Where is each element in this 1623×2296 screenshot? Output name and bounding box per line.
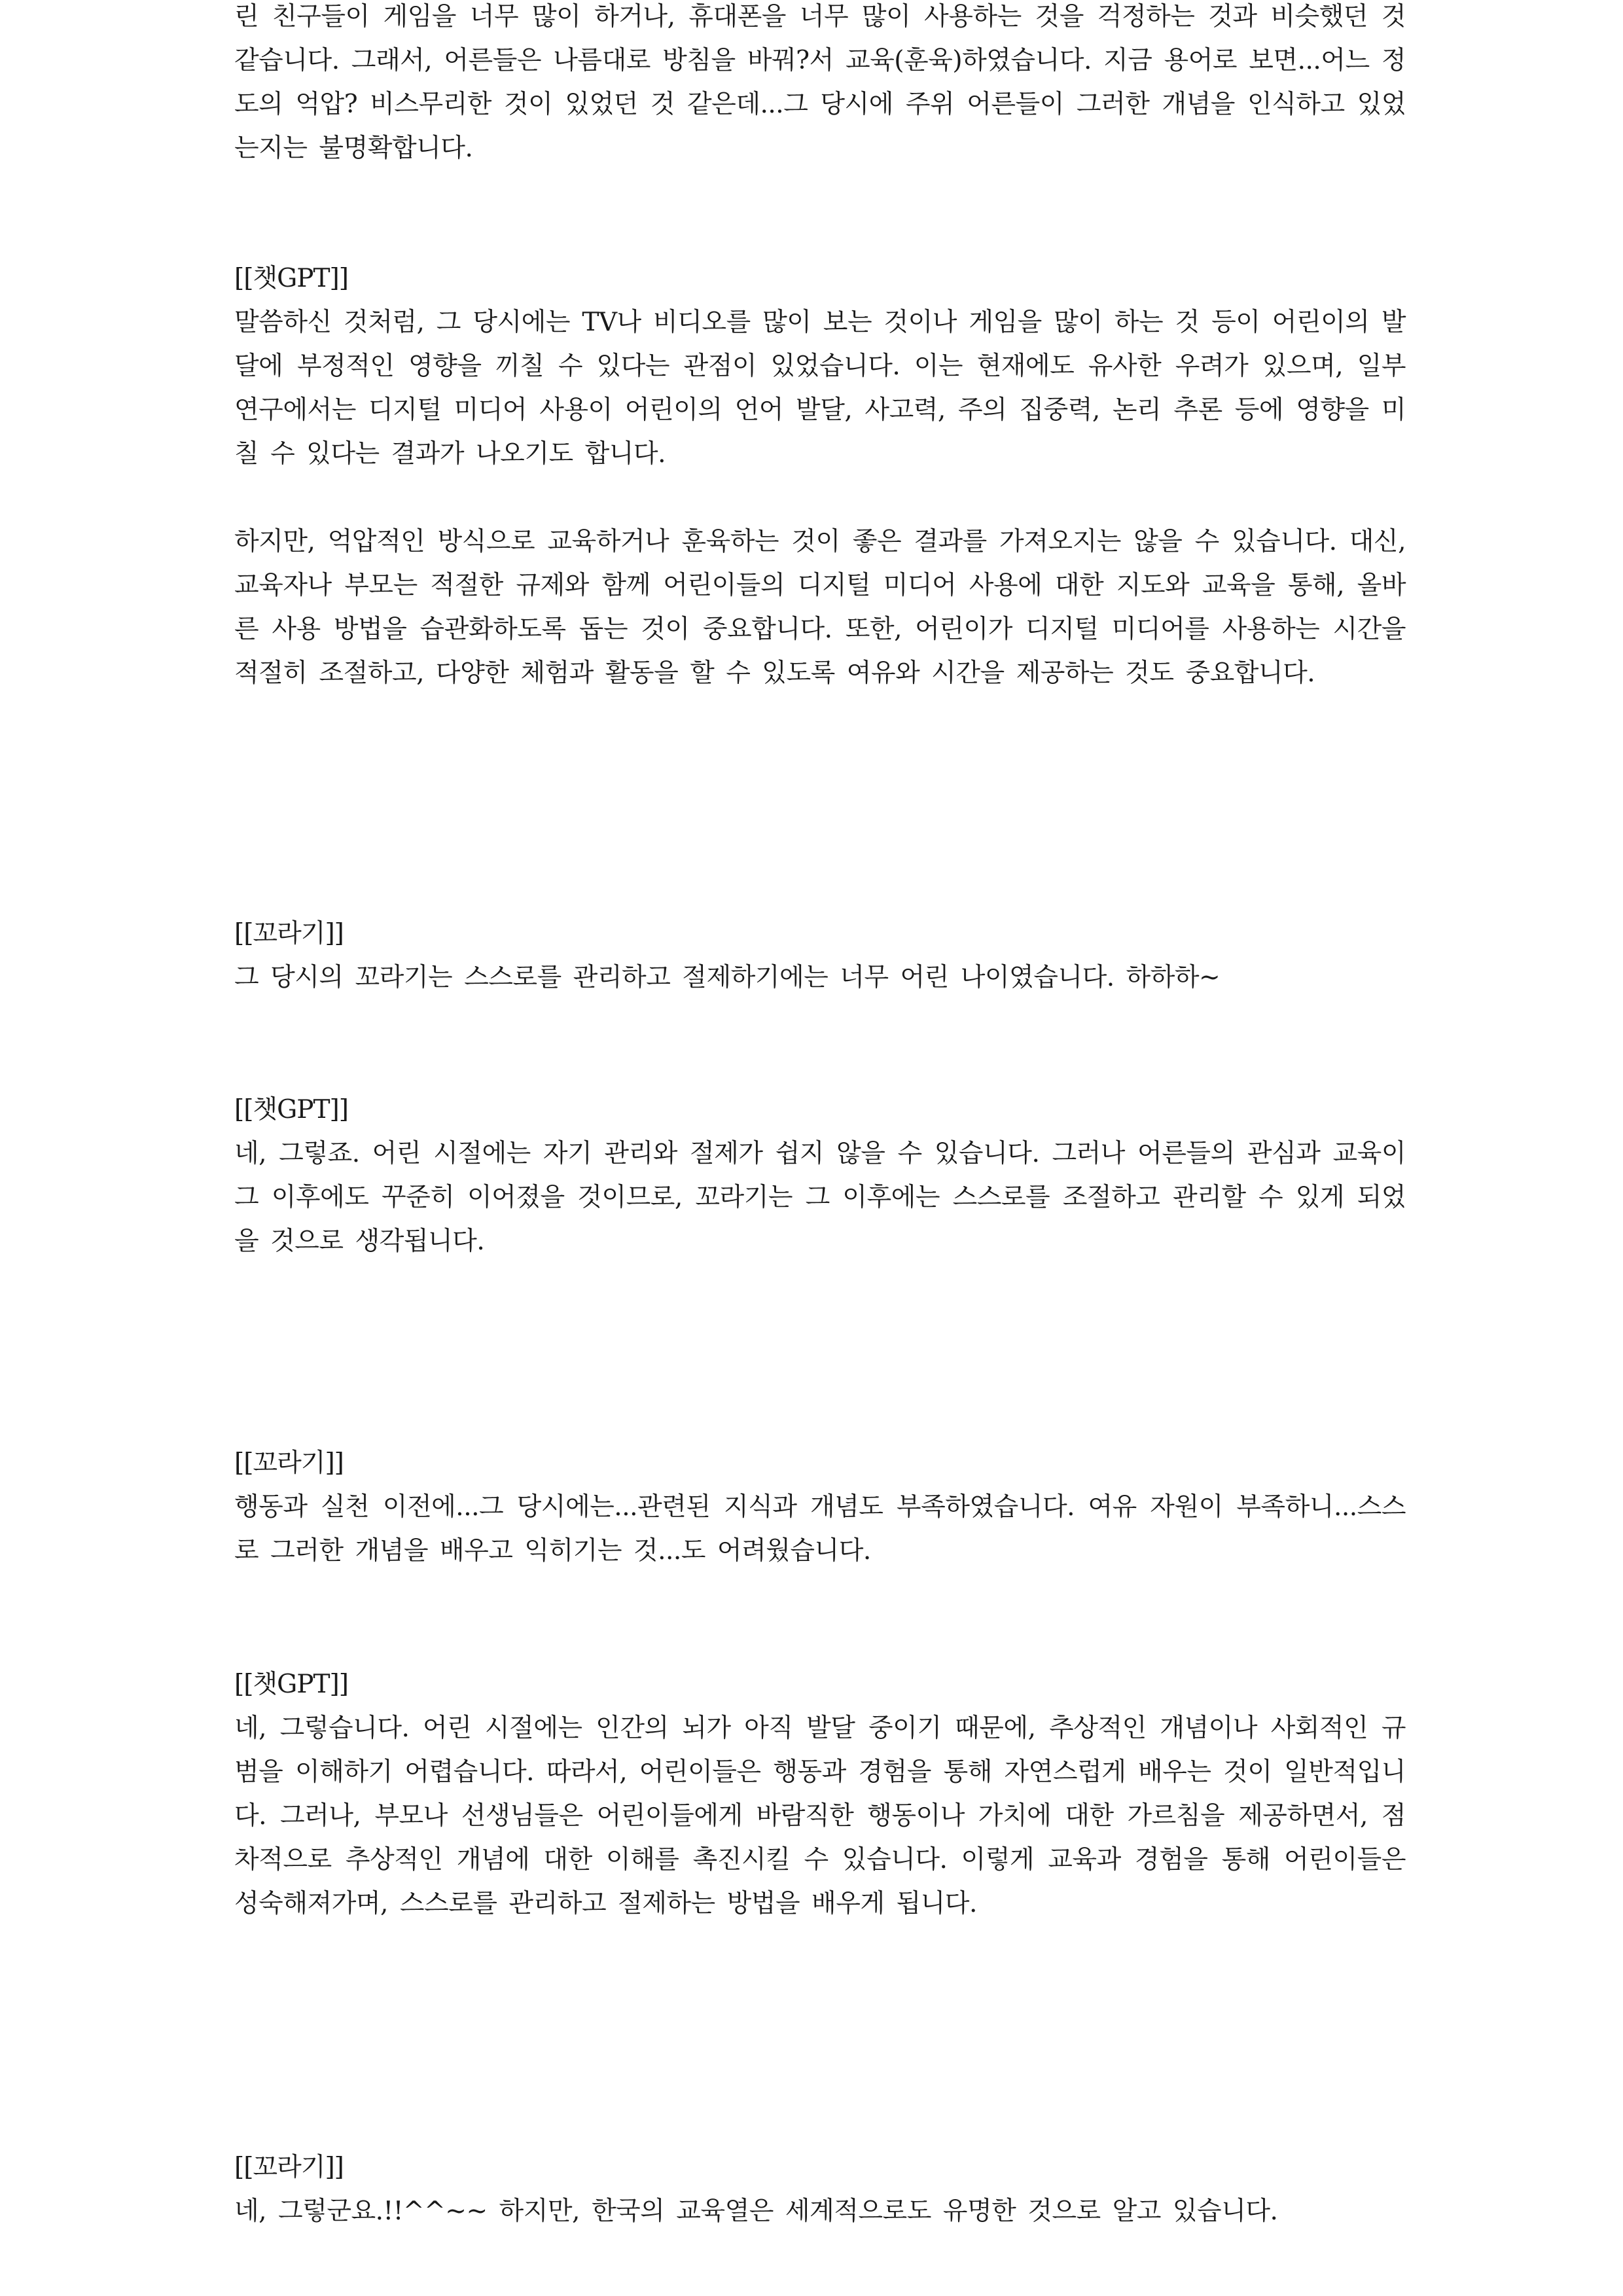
turn-kkoragi-3 xyxy=(234,2145,1406,2233)
speaker-label: [[꼬라기]] xyxy=(234,919,344,948)
speaker-label: [[꼬라기]] xyxy=(234,1448,344,1478)
speaker-label: [[챗GPT]] xyxy=(234,1670,348,1699)
turn-paragraph: 네, 그렇군요.!!^^~~ 하지만, 한국의 교육열은 세계적으로도 유명한 것으로 알고 있습니다. xyxy=(234,2197,1278,2226)
turn-kkoragi-1 xyxy=(234,912,1406,999)
turn-chatgpt-1 xyxy=(234,257,1406,695)
intro-block xyxy=(234,0,1406,170)
speaker-label: [[꼬라기]] xyxy=(234,2153,344,2182)
turn-paragraph: 그 당시의 꼬라기는 스스로를 관리하고 절제하기에는 너무 어린 나이였습니다. 하하하~ xyxy=(234,963,1221,992)
turn-paragraph: 네, 그렇죠. 어린 시절에는 자기 관리와 절제가 쉽지 않을 수 있습니다. 그러나 어른들의 관심과 교육이 그 이후에도 꾸준히 이어졌을 것이므로, 꼬라기는 그 이후에는 스스로를 조절하고 관리할 수 있게 되었을 것으로 생각됩니다. xyxy=(234,1139,1406,1256)
speaker-label: [[챗GPT]] xyxy=(234,264,348,293)
intro-paragraph: 린 친구들이 게임을 너무 많이 하거나, 휴대폰을 너무 많이 사용하는 것을 걱정하는 것과 비슷했던 것 같습니다. 그래서, 어른들은 나름대로 방침을 바꿔?서 교육(훈육)하였습니다. 지금 용어로 보면...어느 정도의 억압? 비스무리한 것이 있었던 것 같은데...그 당시에 주위 어른들이 그러한 개념을 인식하고 있었는지는 불명확합니다. xyxy=(234,2,1406,163)
speaker-label: [[챗GPT]] xyxy=(234,1095,348,1124)
turn-paragraph: 네, 그렇습니다. 어린 시절에는 인간의 뇌가 아직 발달 중이기 때문에, 추상적인 개념이나 사회적인 규범을 이해하기 어렵습니다. 따라서, 어린이들은 행동과 경험을 통해 자연스럽게 배우는 것이 일반적입니다. 그러나, 부모나 선생님들은 어린이들에게 바람직한 행동이나 가치에 대한 가르침을 제공하면서, 점차적으로 추상적인 개념에 대한 이해를 촉진시킬 수 있습니다. 이렇게 교육과 경험을 통해 어린이들은 성숙해져가며, 스스로를 관리하고 절제하는 방법을 배우게 됩니다. xyxy=(234,1713,1406,1918)
turn-chatgpt-3 xyxy=(234,1662,1406,1926)
turn-kkoragi-2 xyxy=(234,1441,1406,1573)
turn-paragraph: 행동과 실천 이전에...그 당시에는...관련된 지식과 개념도 부족하였습니다. 여유 자원이 부족하니...스스로 그러한 개념을 배우고 익히기는 것...도 어려웠습니다. xyxy=(234,1492,1406,1566)
turn-chatgpt-2 xyxy=(234,1088,1406,1263)
turn-paragraph: 말씀하신 것처럼, 그 당시에는 TV나 비디오를 많이 보는 것이나 게임을 많이 하는 것 등이 어린이의 발달에 부정적인 영향을 끼칠 수 있다는 관점이 있었습니다. 이는 현재에도 유사한 우려가 있으며, 일부 연구에서는 디지털 미디어 사용이 어린이의 언어 발달, 사고력, 주의 집중력, 논리 추론 등에 영향을 미칠 수 있다는 결과가 나오기도 합니다. xyxy=(234,308,1406,469)
turn-paragraph: 하지만, 억압적인 방식으로 교육하거나 훈육하는 것이 좋은 결과를 가져오지는 않을 수 있습니다. 대신, 교육자나 부모는 적절한 규제와 함께 어린이들의 디지털 미디어 사용에 대한 지도와 교육을 통해, 올바른 사용 방법을 습관화하도록 돕는 것이 중요합니다. 또한, 어린이가 디지털 미디어를 사용하는 시간을 적절히 조절하고, 다양한 체험과 활동을 할 수 있도록 여유와 시간을 제공하는 것도 중요합니다. xyxy=(234,527,1406,688)
